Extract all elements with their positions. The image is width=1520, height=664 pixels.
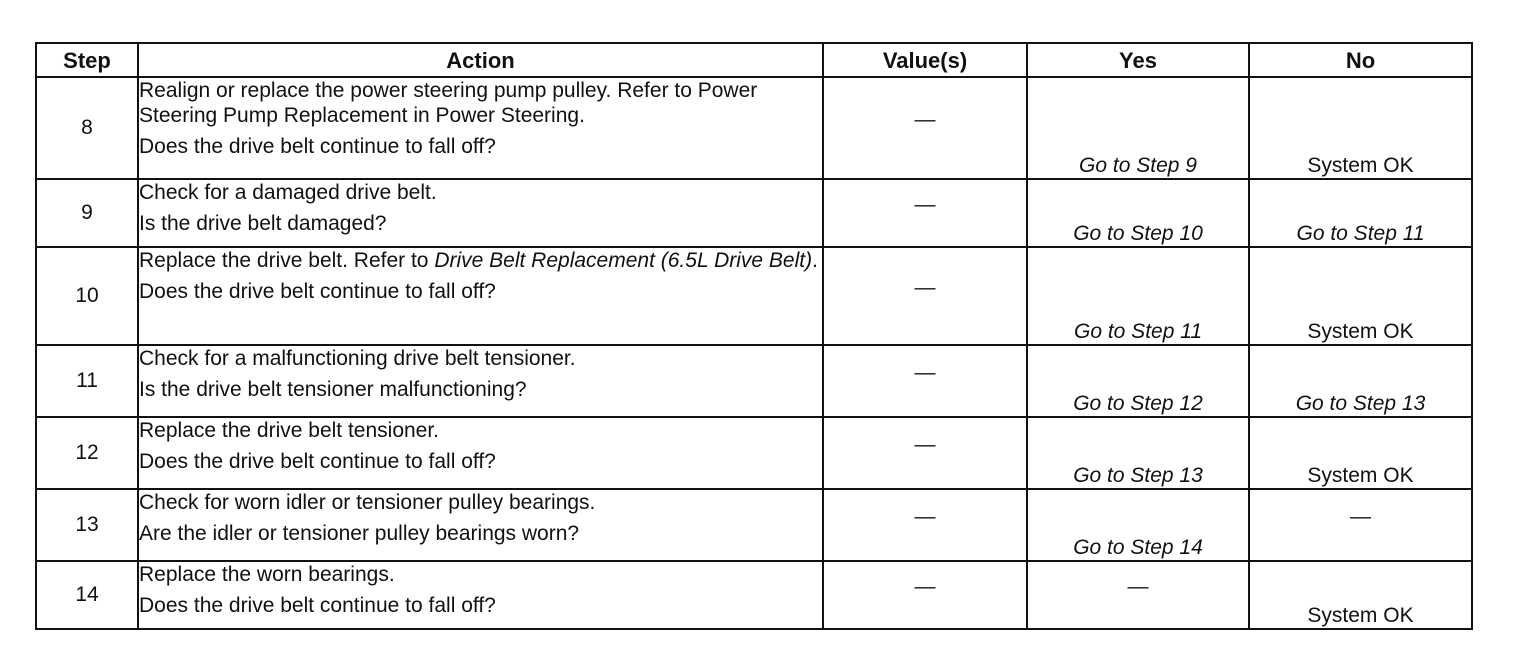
yes-result: Go to Step 11 <box>1073 320 1203 343</box>
yes-cell <box>1027 345 1249 417</box>
no-result: System OK <box>1307 320 1414 343</box>
action-cell <box>138 77 823 179</box>
value-cell <box>823 247 1027 345</box>
instruction-reference: Drive Belt Replacement (6.5L Drive Belt) <box>434 249 813 272</box>
action-question: Does the drive belt continue to fall off? <box>139 135 496 158</box>
header-yes: Yes <box>1027 43 1249 77</box>
no-cell <box>1249 77 1472 179</box>
step-number: 13 <box>36 489 138 561</box>
action-instruction: Replace the drive belt tensioner. <box>139 419 440 442</box>
no-result: System OK <box>1307 154 1414 177</box>
table-row <box>36 247 1472 345</box>
no-result: System OK <box>1307 604 1414 627</box>
action-instruction: Replace the worn bearings. <box>139 563 395 586</box>
yes-cell <box>1027 77 1249 179</box>
action-instruction: Check for a malfunctioning drive belt tensioner. <box>139 347 576 370</box>
action-cell <box>138 345 823 417</box>
yes-cell <box>1027 489 1249 561</box>
value-text: — <box>914 193 936 216</box>
action-question: Does the drive belt continue to fall off? <box>139 594 496 617</box>
table-row <box>36 489 1472 561</box>
action-cell <box>138 247 823 345</box>
value-cell <box>823 417 1027 489</box>
step-number: 9 <box>36 179 138 247</box>
no-cell <box>1249 247 1472 345</box>
yes-result: — <box>1127 575 1149 598</box>
action-question: Is the drive belt damaged? <box>139 212 387 235</box>
header-action: Action <box>138 43 823 77</box>
value-cell <box>823 489 1027 561</box>
yes-cell <box>1027 247 1249 345</box>
action-cell <box>138 489 823 561</box>
yes-cell <box>1027 417 1249 489</box>
no-cell <box>1249 179 1472 247</box>
value-cell <box>823 179 1027 247</box>
action-question: Does the drive belt continue to fall off? <box>139 280 496 303</box>
no-result: System OK <box>1307 464 1414 487</box>
value-cell <box>823 345 1027 417</box>
action-question: Is the drive belt tensioner malfunctioning? <box>139 378 527 401</box>
step-number: 11 <box>36 345 138 417</box>
action-question: Are the idler or tensioner pulley bearings worn? <box>139 522 580 545</box>
value-text: — <box>914 361 936 384</box>
no-cell <box>1249 561 1472 629</box>
header-step: Step <box>36 43 138 77</box>
step-number: 14 <box>36 561 138 629</box>
no-result: — <box>1350 505 1371 528</box>
yes-result: Go to Step 12 <box>1073 392 1203 415</box>
no-cell <box>1249 345 1472 417</box>
step-number: 12 <box>36 417 138 489</box>
yes-result: Go to Step 10 <box>1073 222 1203 245</box>
no-result: Go to Step 13 <box>1295 392 1426 415</box>
value-cell <box>823 77 1027 179</box>
header-row <box>36 43 1472 77</box>
step-number: 10 <box>36 247 138 345</box>
header-values: Value(s) <box>823 43 1027 77</box>
value-text: — <box>914 505 936 528</box>
action-cell <box>138 417 823 489</box>
action-instruction: Check for worn idler or tensioner pulley bearings. <box>139 491 596 514</box>
diagnostic-table <box>35 42 1473 630</box>
action-instruction: Check for a damaged drive belt. <box>139 181 437 204</box>
action-cell <box>138 561 823 629</box>
value-text: — <box>914 276 936 299</box>
yes-cell <box>1027 179 1249 247</box>
action-question: Does the drive belt continue to fall off? <box>139 450 496 473</box>
action-cell <box>138 179 823 247</box>
no-cell <box>1249 489 1472 561</box>
table-row <box>36 417 1472 489</box>
yes-cell <box>1027 561 1249 629</box>
instruction-suffix: . <box>812 249 818 272</box>
value-text: — <box>914 108 936 131</box>
table-row <box>36 77 1472 179</box>
no-cell <box>1249 417 1472 489</box>
value-text: — <box>914 575 936 598</box>
action-instruction <box>139 248 822 273</box>
action-instruction: Realign or replace the power steering pump pulley. Refer to Power Steering Pump Replacement in Power Steering. <box>139 79 758 127</box>
table-row <box>36 179 1472 247</box>
table-row <box>36 561 1472 629</box>
instruction-prefix: Replace the drive belt. Refer to <box>139 249 435 272</box>
step-number: 8 <box>36 77 138 179</box>
table-row <box>36 345 1472 417</box>
yes-result: Go to Step 13 <box>1073 464 1203 487</box>
header-no: No <box>1249 43 1472 77</box>
yes-result: Go to Step 14 <box>1073 536 1203 559</box>
value-cell <box>823 561 1027 629</box>
value-text: — <box>914 433 936 456</box>
no-result: Go to Step 11 <box>1296 222 1425 245</box>
yes-result: Go to Step 9 <box>1079 154 1197 177</box>
